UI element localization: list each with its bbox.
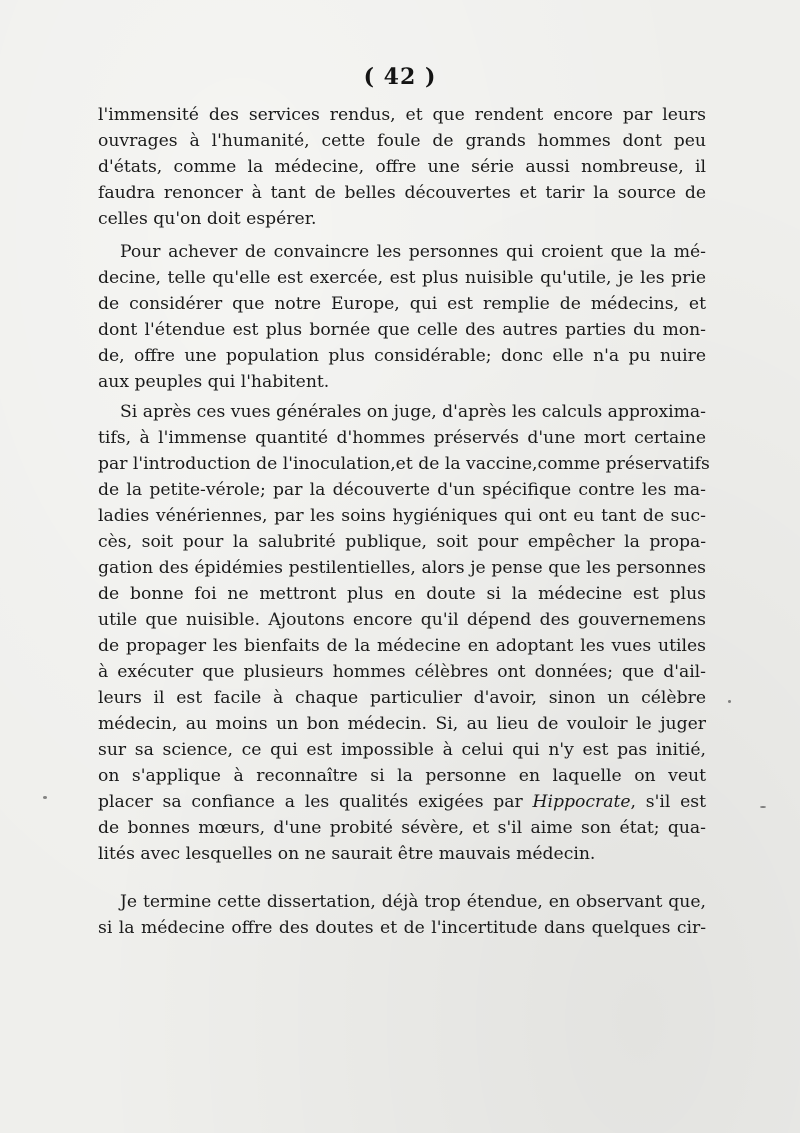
- text-line: de bonne foi ne mettront plus en doute si la médecine est plus: [98, 584, 706, 604]
- text-line: à exécuter que plusieurs hommes célèbres ont données; que d'ail-: [98, 662, 706, 682]
- ink-speck: [43, 796, 47, 799]
- text-line: de propager les bienfaits de la médecine en adoptant les vues utiles: [98, 636, 706, 656]
- text-line: decine, telle qu'elle est exercée, est plus nuisible qu'utile, je les prie: [98, 268, 706, 288]
- text-line: de bonnes mœurs, d'une probité sévère, et s'il aime son état; qua-: [98, 818, 706, 838]
- text-line: leurs il est facile à chaque particulier d'avoir, sinon un célèbre: [98, 688, 706, 708]
- text-line: de la petite-vérole; par la découverte d'un spécifique contre les ma-: [98, 480, 706, 500]
- italic-name: Hippocrate: [532, 792, 631, 812]
- text-line: sur sa science, ce qui est impossible à celui qui n'y est pas initié,: [98, 740, 706, 760]
- text-line: de considérer que notre Europe, qui est remplie de médecins, et: [98, 294, 706, 314]
- text-line: d'états, comme la médecine, offre une série aussi nombreuse, il: [98, 157, 706, 177]
- text-line: on s'applique à reconnaître si la personne en laquelle on veut: [98, 766, 706, 786]
- text-line: gation des épidémies pestilentielles, alors je pense que les personnes: [98, 558, 706, 578]
- text-line: lités avec lesquelles on ne saurait être mauvais médecin.: [98, 844, 596, 864]
- text-line: ouvrages à l'humanité, cette foule de grands hommes dont peu: [98, 131, 706, 151]
- text-line: Si après ces vues générales on juge, d'après les calculs approxima-: [120, 402, 706, 422]
- text-line: Je termine cette dissertation, déjà trop étendue, en observant que,: [120, 892, 706, 912]
- text-line: dont l'étendue est plus bornée que celle des autres parties du mon-: [98, 320, 706, 340]
- text-line: de, offre une population plus considérable; donc elle n'a pu nuire: [98, 346, 706, 366]
- ink-speck: [760, 806, 766, 808]
- text-line: par l'introduction de l'inoculation,et de la vaccine,comme préservatifs: [98, 454, 710, 474]
- ink-speck: [728, 700, 731, 703]
- page-number: ( 42 ): [363, 64, 437, 90]
- text-line: médecin, au moins un bon médecin. Si, au lieu de vouloir le juger: [98, 714, 706, 734]
- text-line: si la médecine offre des doutes et de l'incertitude dans quelques cir-: [98, 918, 706, 938]
- text-line: utile que nuisible. Ajoutons encore qu'il dépend des gouvernemens: [98, 610, 706, 630]
- text-line: placer sa confiance a les qualités exigées par Hippocrate, s'il est: [98, 792, 706, 812]
- text-line: Pour achever de convaincre les personnes qui croient que la mé-: [120, 242, 706, 262]
- text-line: ladies vénériennes, par les soins hygiéniques qui ont eu tant de suc-: [98, 506, 706, 526]
- text-line: celles qu'on doit espérer.: [98, 209, 317, 229]
- text-line: tifs, à l'immense quantité d'hommes préservés d'une mort certaine: [98, 428, 706, 448]
- text-line: faudra renoncer à tant de belles découvertes et tarir la source de: [98, 183, 706, 203]
- text-line: aux peuples qui l'habitent.: [98, 372, 330, 392]
- text-line: cès, soit pour la salubrité publique, soit pour empêcher la propa-: [98, 532, 706, 552]
- text-line: l'immensité des services rendus, et que rendent encore par leurs: [98, 105, 706, 125]
